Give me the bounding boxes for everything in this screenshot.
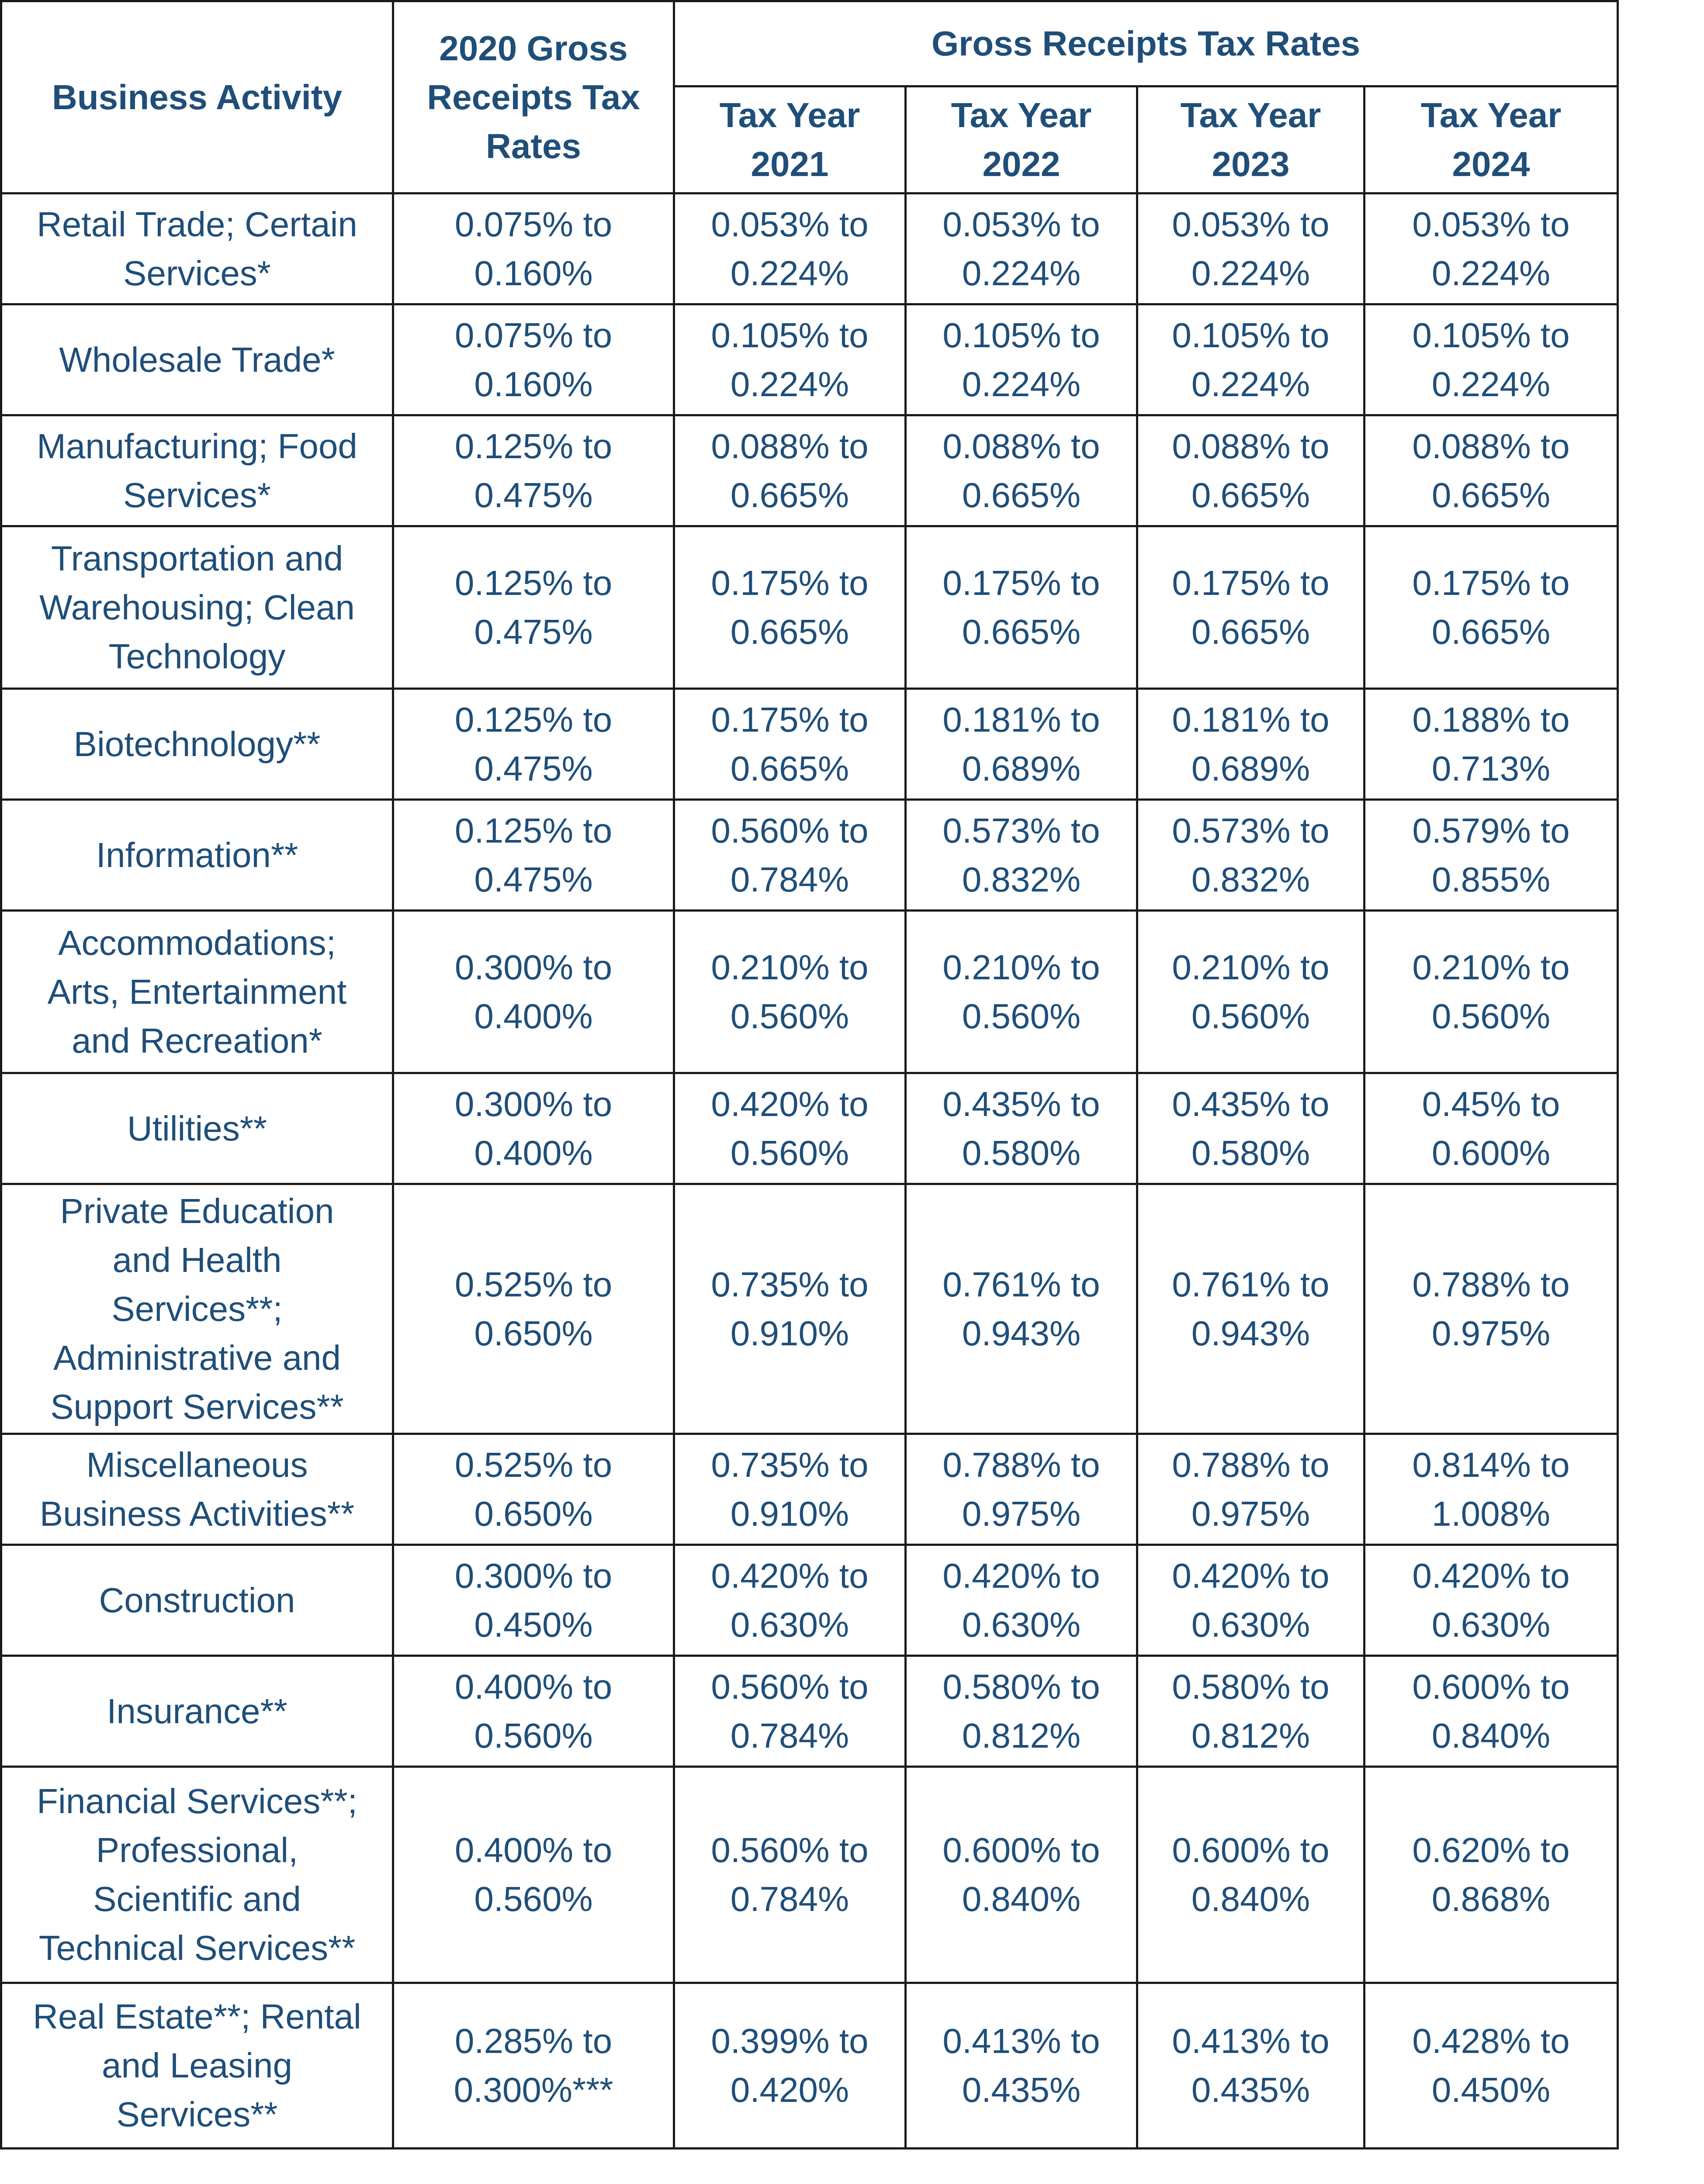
table-row [1, 1073, 1618, 1184]
rate-2021-cell: 0.175% to 0.665% [674, 689, 906, 800]
rate-2020-header: 2020 Gross Receipts Tax Rates [393, 1, 674, 194]
rate-2022-cell: 0.435% to 0.580% [906, 1073, 1137, 1184]
rate-2021-cell: 0.560% to 0.784% [674, 1656, 906, 1767]
table-row [1, 911, 1618, 1073]
rate-2021-cell: 0.053% to 0.224% [674, 194, 906, 304]
rate-2021-cell: 0.560% to 0.784% [674, 1767, 906, 1983]
rate-2024-cell: 0.210% to 0.560% [1365, 911, 1618, 1073]
rate-2024-cell: 0.175% to 0.665% [1365, 526, 1618, 689]
table-row [1, 194, 1618, 304]
rate-2020-cell: 0.525% to 0.650% [393, 1184, 674, 1434]
rate-2020-cell: 0.525% to 0.650% [393, 1434, 674, 1545]
rate-2020-cell: 0.300% to 0.400% [393, 1073, 674, 1184]
rate-2020-cell: 0.400% to 0.560% [393, 1656, 674, 1767]
rate-2024-cell: 0.788% to 0.975% [1365, 1184, 1618, 1434]
business-activity-cell: Insurance** [1, 1656, 393, 1767]
rate-2022-cell: 0.788% to 0.975% [906, 1434, 1137, 1545]
rate-2020-cell: 0.125% to 0.475% [393, 526, 674, 689]
tax-year-2021-header: Tax Year 2021 [674, 86, 906, 194]
rate-2020-cell: 0.285% to 0.300%*** [393, 1983, 674, 2149]
table-row [1, 526, 1618, 689]
rate-2020-cell: 0.300% to 0.450% [393, 1545, 674, 1656]
rate-2021-cell: 0.105% to 0.224% [674, 304, 906, 415]
rate-2023-cell: 0.761% to 0.943% [1137, 1184, 1365, 1434]
rate-2023-cell: 0.435% to 0.580% [1137, 1073, 1365, 1184]
rate-2023-cell: 0.210% to 0.560% [1137, 911, 1365, 1073]
rate-2022-cell: 0.420% to 0.630% [906, 1545, 1137, 1656]
rate-2023-cell: 0.573% to 0.832% [1137, 800, 1365, 911]
table-row [1, 800, 1618, 911]
rate-2020-cell: 0.075% to 0.160% [393, 304, 674, 415]
rate-2023-cell: 0.580% to 0.812% [1137, 1656, 1365, 1767]
rate-2024-cell: 0.053% to 0.224% [1365, 194, 1618, 304]
table-row [1, 1767, 1618, 1983]
rate-2020-cell: 0.125% to 0.475% [393, 689, 674, 800]
business-activity-cell: Financial Services**; Professional, Scientific and Technical Services** [1, 1767, 393, 1983]
business-activity-cell: Retail Trade; Certain Services* [1, 194, 393, 304]
rate-2020-cell: 0.125% to 0.475% [393, 415, 674, 526]
rate-2023-cell: 0.420% to 0.630% [1137, 1545, 1365, 1656]
rate-2024-cell: 0.600% to 0.840% [1365, 1656, 1618, 1767]
business-activity-cell: Private Education and Health Services**; Administrative and Support Services** [1, 1184, 393, 1434]
business-activity-cell: Information** [1, 800, 393, 911]
rate-2020-cell: 0.400% to 0.560% [393, 1767, 674, 1983]
rate-2023-cell: 0.105% to 0.224% [1137, 304, 1365, 415]
business-activity-cell: Real Estate**; Rental and Leasing Services** [1, 1983, 393, 2149]
table-row [1, 1983, 1618, 2149]
rate-2023-cell: 0.788% to 0.975% [1137, 1434, 1365, 1545]
business-activity-cell: Manufacturing; Food Services* [1, 415, 393, 526]
business-activity-cell: Construction [1, 1545, 393, 1656]
rate-2020-cell: 0.300% to 0.400% [393, 911, 674, 1073]
business-activity-header: Business Activity [1, 1, 393, 194]
tax-year-2024-header: Tax Year 2024 [1365, 86, 1618, 194]
table-row [1, 689, 1618, 800]
rate-2021-cell: 0.420% to 0.630% [674, 1545, 906, 1656]
rate-2022-cell: 0.105% to 0.224% [906, 304, 1137, 415]
rate-2022-cell: 0.175% to 0.665% [906, 526, 1137, 689]
rate-2022-cell: 0.600% to 0.840% [906, 1767, 1137, 1983]
rate-2021-cell: 0.420% to 0.560% [674, 1073, 906, 1184]
rate-2022-cell: 0.088% to 0.665% [906, 415, 1137, 526]
table-row [1, 304, 1618, 415]
rate-2021-cell: 0.399% to 0.420% [674, 1983, 906, 2149]
rate-2021-cell: 0.560% to 0.784% [674, 800, 906, 911]
gross-receipts-group-header: Gross Receipts Tax Rates [674, 1, 1618, 86]
rate-2022-cell: 0.413% to 0.435% [906, 1983, 1137, 2149]
rate-2022-cell: 0.761% to 0.943% [906, 1184, 1137, 1434]
rate-2021-cell: 0.175% to 0.665% [674, 526, 906, 689]
rate-2022-cell: 0.181% to 0.689% [906, 689, 1137, 800]
rate-2022-cell: 0.210% to 0.560% [906, 911, 1137, 1073]
rate-2024-cell: 0.428% to 0.450% [1365, 1983, 1618, 2149]
business-activity-cell: Miscellaneous Business Activities** [1, 1434, 393, 1545]
rate-2022-cell: 0.580% to 0.812% [906, 1656, 1137, 1767]
table-row [1, 1545, 1618, 1656]
rate-2024-cell: 0.420% to 0.630% [1365, 1545, 1618, 1656]
tax-year-2022-header: Tax Year 2022 [906, 86, 1137, 194]
business-activity-cell: Biotechnology** [1, 689, 393, 800]
rate-2023-cell: 0.088% to 0.665% [1137, 415, 1365, 526]
rate-2022-cell: 0.573% to 0.832% [906, 800, 1137, 911]
rate-2024-cell: 0.188% to 0.713% [1365, 689, 1618, 800]
rate-2024-cell: 0.579% to 0.855% [1365, 800, 1618, 911]
rate-2024-cell: 0.620% to 0.868% [1365, 1767, 1618, 1983]
rate-2021-cell: 0.088% to 0.665% [674, 415, 906, 526]
rate-2020-cell: 0.075% to 0.160% [393, 194, 674, 304]
rate-2021-cell: 0.735% to 0.910% [674, 1184, 906, 1434]
rate-2024-cell: 0.105% to 0.224% [1365, 304, 1618, 415]
table-row [1, 1656, 1618, 1767]
rate-2023-cell: 0.175% to 0.665% [1137, 526, 1365, 689]
rate-2024-cell: 0.088% to 0.665% [1365, 415, 1618, 526]
rate-2020-cell: 0.125% to 0.475% [393, 800, 674, 911]
rate-2023-cell: 0.600% to 0.840% [1137, 1767, 1365, 1983]
business-activity-cell: Accommodations; Arts, Entertainment and Recreation* [1, 911, 393, 1073]
header-row-top [1, 1, 1618, 86]
rate-2024-cell: 0.45% to 0.600% [1365, 1073, 1618, 1184]
rate-2022-cell: 0.053% to 0.224% [906, 194, 1137, 304]
table-row [1, 1184, 1618, 1434]
rate-2023-cell: 0.413% to 0.435% [1137, 1983, 1365, 2149]
business-activity-cell: Utilities** [1, 1073, 393, 1184]
table-row [1, 415, 1618, 526]
table-row [1, 1434, 1618, 1545]
rate-2021-cell: 0.210% to 0.560% [674, 911, 906, 1073]
rate-2023-cell: 0.181% to 0.689% [1137, 689, 1365, 800]
business-activity-cell: Wholesale Trade* [1, 304, 393, 415]
rate-2021-cell: 0.735% to 0.910% [674, 1434, 906, 1545]
rate-2023-cell: 0.053% to 0.224% [1137, 194, 1365, 304]
tax-year-2023-header: Tax Year 2023 [1137, 86, 1365, 194]
rate-2024-cell: 0.814% to 1.008% [1365, 1434, 1618, 1545]
business-activity-cell: Transportation and Warehousing; Clean Technology [1, 526, 393, 689]
